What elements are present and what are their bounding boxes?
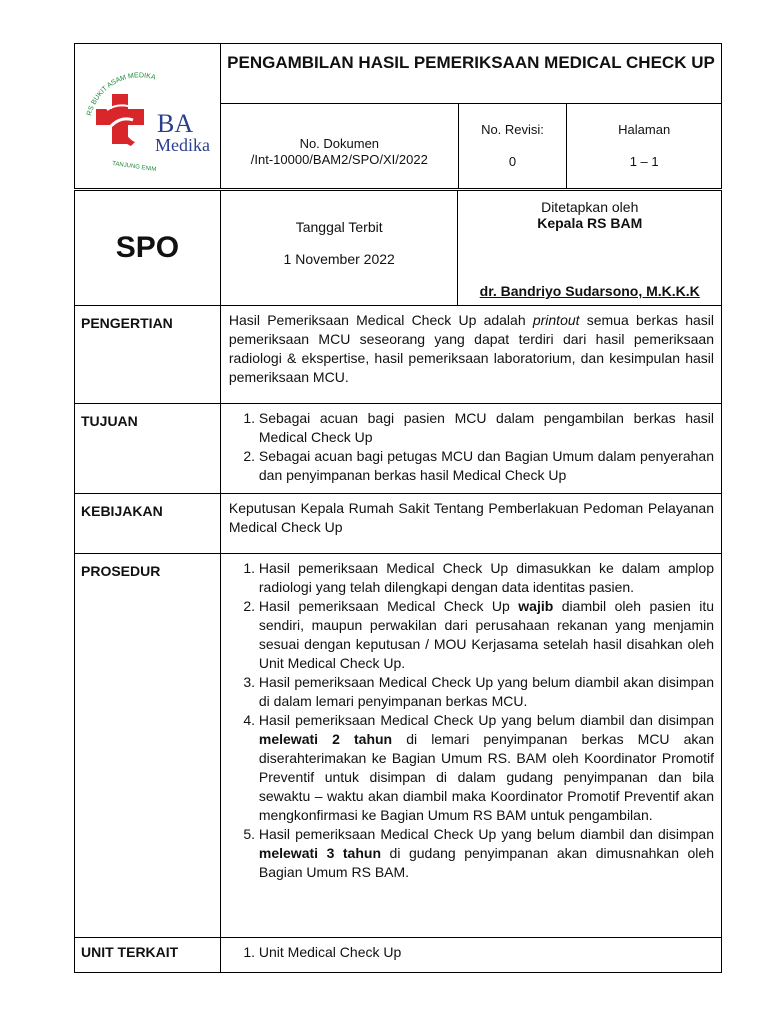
unit-terkait-label: UNIT TERKAIT — [75, 938, 221, 973]
list-item: 2. Sebagai acuan bagi petugas MCU dan Bagian Umum dalam penyerahan dan penyimpanan berkas hasil Medical Check Up — [259, 447, 714, 485]
logo-arc-text: RS BUKIT ASAM MEDIKA — [86, 71, 157, 117]
tujuan-label: TUJUAN — [75, 404, 221, 494]
document-title: PENGAMBILAN HASIL PEMERIKSAAN MEDICAL CHECK UP — [220, 44, 721, 104]
red-cross-icon — [96, 94, 144, 146]
doc-number-value: /Int-10000/BAM2/SPO/XI/2022 — [250, 152, 428, 167]
list-item: 4. Hasil pemeriksaan Medical Check Up yang belum diambil dan disimpan melewati 2 tahun di lemari penyimpanan berkas MCU akan diserahterimakan ke Bagian Umum RS. BAM oleh Koordinator Promotif Preventif untuk disimpan di dalam gudang penyimpanan dan bila sewaktu – waktu akan diambil maka Koordinator Promotif Preventif akan mengkonfirmasi ke Bagian Umum RS BAM untuk pengambilan. — [259, 711, 714, 825]
revision-cell — [458, 104, 567, 189]
logo-ba: BA — [157, 108, 194, 138]
unit-terkait-list — [229, 943, 714, 962]
spo-label: SPO — [75, 191, 221, 306]
list-item: 2. Hasil pemeriksaan Medical Check Up wajib diambil oleh pasien itu sendiri, maupun perwakilan dari perusahaan rekanan yang menjamin sesuai dengan keputusan / MOU Kerjasama setelah hasil disahkan oleh Unit Medical Check Up. — [259, 597, 714, 673]
revision-value: 0 — [508, 154, 517, 169]
issue-date-label: Tanggal Terbit — [295, 219, 383, 235]
page-value: 1 – 1 — [629, 154, 659, 169]
doc-number-label: No. Dokumen — [299, 136, 380, 151]
list-item: 5. Hasil pemeriksaan Medical Check Up yang belum diambil dan disimpan melewati 3 tahun di gudang penyimpanan akan dimusnahkan oleh Bagian Umum RS BAM. — [259, 825, 714, 882]
spo-table — [74, 190, 722, 973]
logo-bottom-text: TANJUNG ENIM — [112, 160, 158, 173]
page-cell — [567, 104, 722, 189]
pengertian-label: PENGERTIAN — [75, 306, 221, 404]
approval-cell — [458, 191, 722, 306]
list-item: 3. Hasil pemeriksaan Medical Check Up yang belum diambil akan disimpan di dalam lemari penyimpanan berkas MCU. — [259, 673, 714, 711]
unit-terkait-cell — [220, 938, 721, 973]
list-item: 1. Sebagai acuan bagi pasien MCU dalam pengambilan berkas hasil Medical Check Up — [259, 409, 714, 447]
logo-medika: Medika — [155, 134, 211, 155]
logo-cell — [75, 44, 221, 189]
hospital-logo — [77, 54, 217, 174]
approved-label: Ditetapkan oleh — [541, 199, 639, 215]
tujuan-list-cell — [220, 404, 721, 494]
approved-by: Kepala RS BAM — [537, 215, 643, 231]
prosedur-list-cell — [220, 554, 721, 938]
revision-label: No. Revisi: — [481, 122, 544, 137]
signatory-name: dr. Bandriyo Sudarsono, M.K.K.K — [479, 283, 700, 299]
kebijakan-text: Keputusan Kepala Rumah Sakit Tentang Pemberlakuan Pedoman Pelayanan Medical Check Up — [220, 494, 721, 554]
tujuan-list — [229, 409, 714, 485]
prosedur-list — [229, 559, 714, 882]
pengertian-text: Hasil Pemeriksaan Medical Check Up adalah printout semua berkas hasil pemeriksaan MCU seseorang yang dapat terdiri dari hasil pemeriksaan radiologi & ekspertise, hasil pemeriksaan laboratorium, dan kesimpulan hasil pemeriksaan MCU. — [220, 306, 721, 404]
prosedur-label: PROSEDUR — [75, 554, 221, 938]
page-label: Halaman — [618, 122, 671, 137]
list-item: 1. Unit Medical Check Up — [259, 943, 714, 962]
issue-date-value: 1 November 2022 — [283, 251, 395, 267]
list-item: 1. Hasil pemeriksaan Medical Check Up dimasukkan ke dalam amplop radiologi yang telah dilengkapi dengan data identitas pasien. — [259, 559, 714, 597]
issue-date-cell — [220, 191, 458, 306]
kebijakan-label: KEBIJAKAN — [75, 494, 221, 554]
header-table — [74, 43, 722, 189]
doc-number-cell — [220, 104, 458, 189]
